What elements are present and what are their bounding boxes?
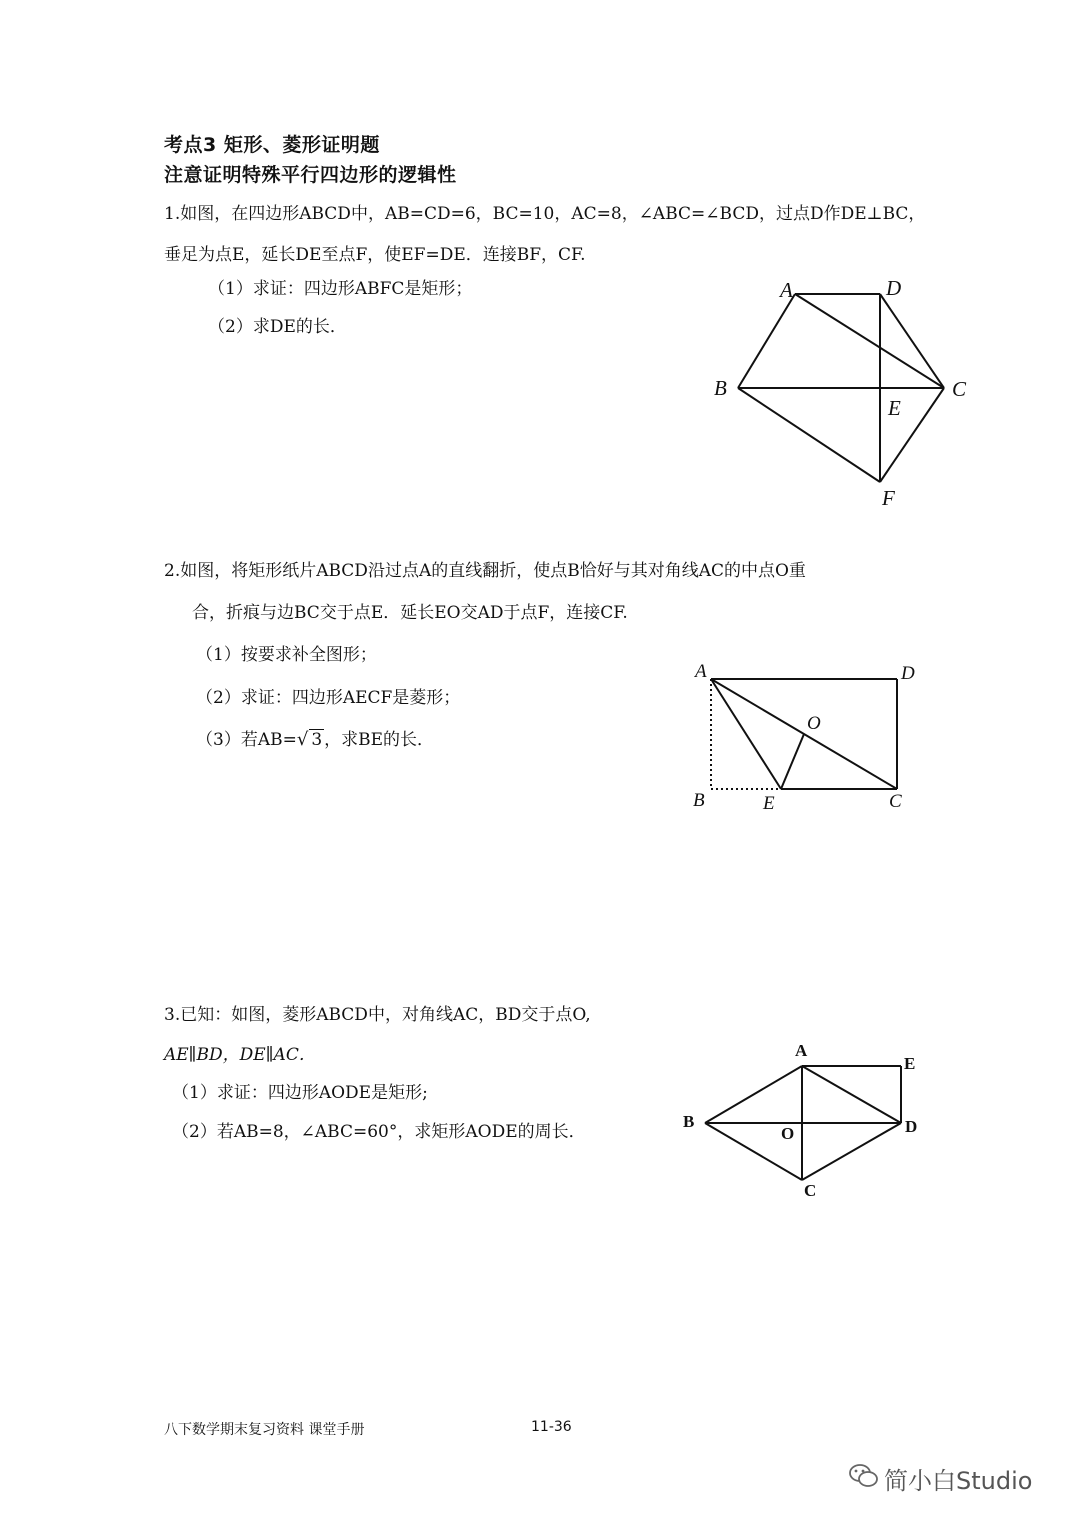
segment-DC: [802, 1123, 901, 1180]
point-label-O: O: [807, 713, 821, 734]
point-label-D: D: [901, 663, 915, 684]
problem-3-statement-line2: AE∥BD，DE∥AC．: [164, 1045, 316, 1065]
segment-EO: [781, 734, 804, 789]
problem-2-statement-line1: 2.如图，将矩形纸片ABCD沿过点A的直线翻折，使点B恰好与其对角线AC的中点O重: [164, 561, 806, 581]
problem-3-question-2: （2）若AB=8，∠ABC=60°，求矩形AODE的周长．: [172, 1122, 586, 1142]
wechat-icon: [848, 1462, 880, 1490]
point-label-D: D: [905, 1117, 918, 1136]
segment-AC: [795, 294, 944, 388]
point-label-F: F: [882, 486, 895, 510]
segment-BF: [738, 388, 880, 482]
point-label-O: O: [781, 1124, 795, 1143]
problem-2-q3-suffix: ，求BE的长．: [324, 730, 435, 750]
problem-1-statement-line1: 1.如图，在四边形ABCD中，AB=CD=6，BC=10，AC=8，∠ABC=∠BCD，过点D作DE⊥BC，: [164, 204, 926, 224]
watermark-text: 简小白Studio: [884, 1467, 1033, 1495]
problem-2-question-2: （2）求证：四边形AECF是菱形；: [196, 688, 461, 708]
footer-left: 八下数学期末复习资料 课堂手册: [164, 1422, 365, 1438]
point-label-E: E: [904, 1054, 916, 1073]
point-label-A: A: [695, 661, 707, 682]
problem-3-figure: [675, 1035, 935, 1205]
point-label-A: A: [795, 1041, 808, 1060]
point-label-A: A: [780, 278, 793, 302]
section-subtitle: 注意证明特殊平行四边形的逻辑性: [164, 164, 457, 186]
point-label-D: D: [886, 276, 902, 300]
problem-1-question-2: （2）求DE的长．: [208, 317, 347, 337]
problem-1-statement-line2: 垂足为点E，延长DE至点F，使EF=DE．连接BF，CF.: [164, 245, 586, 265]
segment-BA: [705, 1066, 802, 1123]
problem-2-q3-prefix: （3）若AB=: [196, 730, 297, 750]
point-label-E: E: [888, 396, 901, 420]
problem-2-statement-line2: 合，折痕与边BC交于点E．延长EO交AD于点F，连接CF.: [192, 603, 628, 623]
problem-2-figure: [685, 655, 935, 815]
point-label-C: C: [889, 791, 902, 812]
problem-2-question-1: （1）按要求补全图形；: [196, 645, 377, 665]
segment-AE: [711, 679, 781, 789]
point-label-B: B: [683, 1112, 695, 1131]
point-label-C: C: [952, 377, 967, 401]
sqrt-sign: √: [296, 729, 309, 750]
problem-1-question-1: （1）求证：四边形ABFC是矩形；: [208, 279, 473, 299]
sqrt-radicand: 3: [311, 730, 323, 750]
problem-3-statement-line1: 3.已知：如图，菱形ABCD中，对角线AC，BD交于点O,: [164, 1005, 591, 1025]
point-label-B: B: [693, 790, 705, 811]
point-label-C: C: [804, 1181, 817, 1200]
footer-page-number: 11-36: [531, 1419, 572, 1435]
point-label-E: E: [763, 793, 775, 814]
segment-DC: [880, 294, 944, 388]
point-label-B: B: [714, 376, 727, 400]
problem-2-question-3: [196, 725, 434, 750]
segment-AB: [738, 294, 795, 388]
problem-3-question-1: （1）求证：四边形AODE是矩形;: [172, 1083, 428, 1103]
problem-1-figure: [700, 270, 990, 515]
section-title: 考点3 矩形、菱形证明题: [164, 134, 380, 156]
segment-AD: [802, 1066, 901, 1123]
